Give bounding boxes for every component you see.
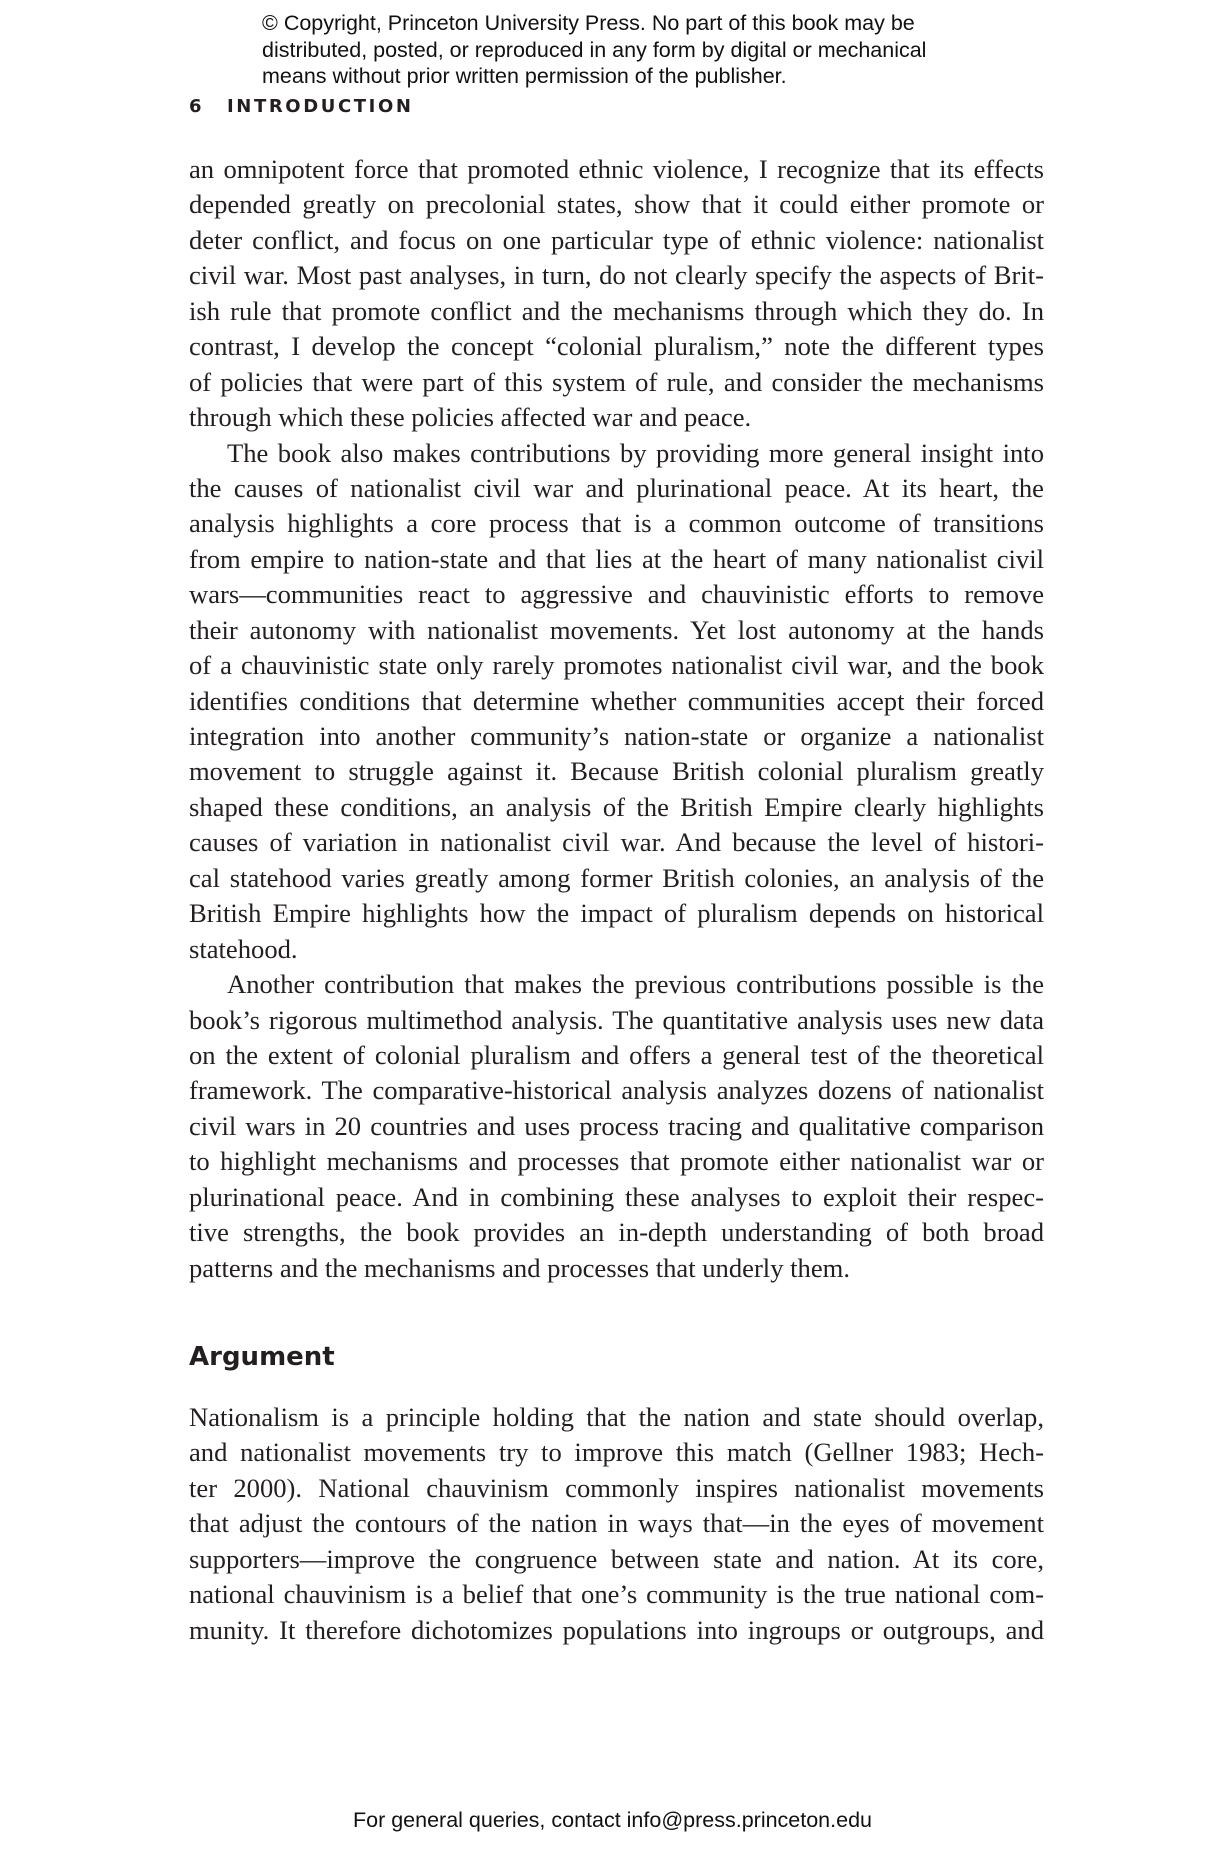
text-line: to highlight mechanisms and processes that promote either nationalist war or [189, 1146, 1044, 1177]
text-line: causes of variation in nationalist civil war. And because the level of histori- [189, 827, 1044, 858]
text-line: that adjust the contours of the nation in ways that—in the eyes of movement [189, 1508, 1044, 1539]
copyright-line: © Copyright, Princeton University Press. No part of this book may be [262, 11, 915, 35]
text-line: integration into another community’s nation-state or organize a nationalist [189, 721, 1044, 751]
text-line: shaped these conditions, an analysis of the British Empire clearly highlights [189, 791, 1044, 822]
running-head [189, 96, 414, 117]
paragraph-1 [189, 152, 1044, 436]
text-line: on the extent of colonial pluralism and offers a general test of the theoretical [189, 1039, 1044, 1070]
footer-contact: For general queries, contact info@press.princeton.edu [352, 1808, 872, 1832]
text-line: Another contribution that makes the previous contributions possible is the [227, 969, 1044, 1000]
text-line: wars—communities react to aggressive and chauvinistic efforts to remove [189, 579, 1044, 610]
page-number: 6 [189, 96, 205, 117]
text-line: movement to struggle against it. Because British colonial pluralism greatly [189, 756, 1044, 787]
text-line: identifies conditions that determine whether communities accept their forced [189, 685, 1044, 716]
text-line: ish rule that promote conflict and the mechanisms through which they do. In [189, 295, 1044, 326]
text-line: an omnipotent force that promoted ethnic violence, I recognize that its effects [189, 154, 1044, 184]
text-line: Nationalism is a principle holding that the nation and state should overlap, [189, 1402, 1044, 1432]
copyright-line: distributed, posted, or reproduced in any form by digital or mechanical [262, 37, 927, 62]
text-line: national chauvinism is a belief that one’s community is the true national com- [189, 1579, 1044, 1610]
text-line: The book also makes contributions by providing more general insight into [227, 437, 1044, 468]
paragraph-3 [189, 967, 1044, 1286]
text-line: cal statehood varies greatly among former British colonies, an analysis of the [189, 862, 1044, 893]
copyright-notice [262, 10, 1022, 90]
text-line: book’s rigorous multimethod analysis. The quantitative analysis uses new data [189, 1004, 1044, 1035]
text-line: supporters—improve the congruence between state and nation. At its core, [189, 1543, 1044, 1574]
text-line: the causes of nationalist civil war and plurinational peace. At its heart, the [189, 472, 1044, 503]
text-line: British Empire highlights how the impact of pluralism depends on historical [189, 898, 1044, 929]
text-line: tive strengths, the book provides an in-depth understanding of both broad [189, 1217, 1044, 1248]
paragraph-4 [189, 1400, 1044, 1648]
paragraph-2 [189, 436, 1044, 968]
text-line: civil wars in 20 countries and uses process tracing and qualitative comparison [189, 1110, 1044, 1141]
text-line: depended greatly on precolonial states, show that it could either promote or [189, 189, 1044, 220]
section-heading: Argument [189, 1342, 335, 1372]
chapter-title: INTRODUCTION [227, 96, 414, 117]
text-line: contrast, I develop the concept “colonial pluralism,” note the different types [189, 331, 1044, 362]
text-line: framework. The comparative-historical analysis analyzes dozens of nationalist [189, 1075, 1044, 1106]
text-line: plurinational peace. And in combining these analyses to exploit their respec- [189, 1181, 1044, 1212]
body-text-main [189, 152, 1044, 1286]
copyright-line: means without prior written permission of the publisher. [262, 64, 787, 88]
text-line: their autonomy with nationalist movements. Yet lost autonomy at the hands [189, 614, 1044, 645]
text-line: patterns and the mechanisms and processes that underly them. [189, 1252, 850, 1283]
text-line: of a chauvinistic state only rarely promotes nationalist civil war, and the book [189, 650, 1044, 681]
text-line: statehood. [189, 933, 298, 964]
text-line: analysis highlights a core process that is a common outcome of transitions [189, 508, 1044, 539]
text-line: deter conflict, and focus on one particular type of ethnic violence: nationalist [189, 224, 1044, 255]
text-line: of policies that were part of this system of rule, and consider the mechanisms [189, 366, 1044, 397]
text-line: through which these policies affected war and peace. [189, 402, 752, 433]
text-line: civil war. Most past analyses, in turn, do not clearly specify the aspects of Brit- [189, 260, 1044, 291]
text-line: from empire to nation-state and that lies at the heart of many nationalist civil [189, 543, 1044, 574]
body-text-argument [189, 1400, 1044, 1648]
text-line: ter 2000). National chauvinism commonly inspires nationalist movements [189, 1472, 1044, 1503]
text-line: munity. It therefore dichotomizes populations into ingroups or outgroups, and [189, 1614, 1044, 1645]
text-line: and nationalist movements try to improve this match (Gellner 1983; Hech- [189, 1437, 1044, 1468]
